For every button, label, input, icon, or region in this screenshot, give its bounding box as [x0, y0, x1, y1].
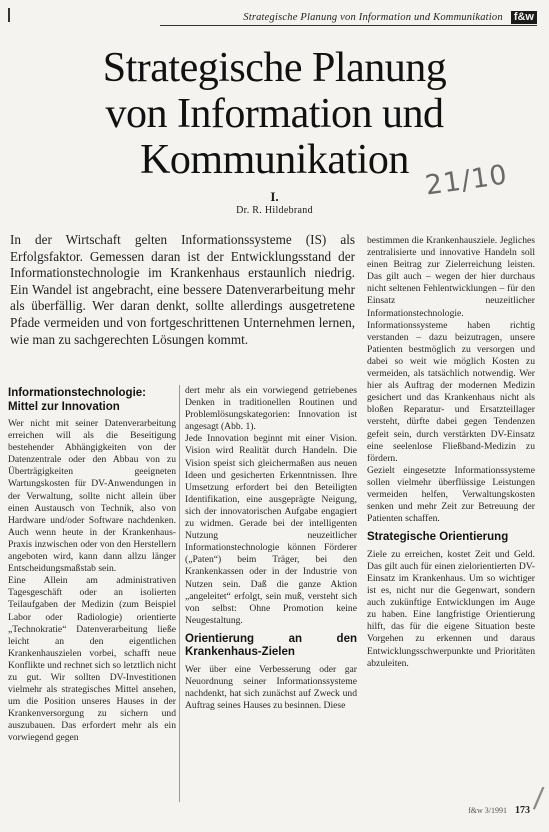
publisher-logo: f&w — [511, 11, 537, 24]
lead-paragraph: In der Wirtschaft gelten Informationssysteme (IS) als Erfolgsfaktor. Gemessen daran ist der Entwicklungsstand der Informationstechnologie im Krankenhaus erstaunlich niedrig. Ein Wandel ist angebracht, eine bessere Datenverarbeitung mehr als überfällig. Wer daran denkt, sollte allerdings ausgetretene Pfade vermeiden und von fortgeschrittenen Unternehmen lernen, wie man zu sachgerechten Lösungen kommt. — [10, 232, 355, 347]
body-paragraph: Informationssysteme haben richtig verstanden – dazu beizutragen, unsere Patienten bestmöglich zu versorgen und dabei so weit wie möglich Kosten zu vermeiden, als tatsächlich notwendig. Wer hier als Auftrag der modernen Medizin gesichert und das Krankenhaus nicht als bloßen Reparatur- und Ersatzteillager versteht, dürfte dabei gegen Tendenzen gefeit sein, durch verstärkten DV-Einsatz eine seelenlose Fließband-Medizin zu fördern. — [367, 319, 535, 464]
body-paragraph: bestimmen die Krankenhausziele. Jegliches zentralisierte und innovative Handeln soll einen Beitrag zur Zielerreichung leisten. Das gilt auch – wegen der hier durchaus nicht seltenen Fehlentwicklungen – für den Einsatz neuzeitlicher Informationstechnologie. — [367, 235, 535, 319]
body-paragraph: Gezielt eingesetzte Informationssysteme sollen vielmehr überflüssige Leistungen vermeiden helfen, Verwaltungskosten senken und mehr Zeit zur Betreuung der Patienten schaffen. — [367, 464, 535, 525]
body-paragraph: Eine Allein am administrativen Tagesgeschäft oder an isolierten Teilaufgaben der Medizin (zum Beispiel Labor oder Radiologie) orientierte „Technokratie“ Datenverarbeitung ließe leicht an den eigentlichen Krankenhauszielen vorbei, schafft neue Konflikte und rechnet sich so letztlich nicht zu gut. Wir sollten DV-Investitionen vielmehr als strategisches Mittel ansehen, um die Position unseres Hauses in der Krankenversorgung zu sichern und auszubauen. Das erfordert mehr als ein vorwiegend gegen — [8, 575, 176, 744]
part-number: I. — [270, 189, 279, 204]
body-paragraph: Wer nicht mit seiner Datenverarbeitung erreichen will als die Beseitigung bestehender Abhängigkeiten von der Datenzentrale oder den Abbau von zu Überträgigkeiten geeigneten Wartungskosten für DV-Anwendungen in der Verwaltung, sollte nicht allein über einen Austausch von Technik, also von Hardware und/oder Software nachdenken. Auch wenn heute in der Krankenhaus-Praxis inzwischen oder von den Herstellern angeboten wird, kann dann allzu länger Entscheidungsmaßstab sein. — [8, 418, 176, 575]
crop-mark — [8, 8, 18, 22]
page-number: 173 — [515, 805, 530, 816]
section-heading: Strategische Orientierung — [367, 531, 509, 544]
text-column-2 — [185, 385, 357, 712]
author-byline: Dr. R. Hildebrand — [236, 205, 313, 216]
title-line-1: Strategische Planung — [102, 45, 447, 91]
text-column-3 — [367, 235, 535, 670]
section-heading: Informationstechnologie: Mittel zur Innovation — [8, 387, 146, 413]
running-header — [160, 9, 537, 26]
text-column-1 — [8, 381, 176, 745]
pen-mark: / — [531, 780, 545, 815]
body-paragraph: Wer über eine Verbesserung oder gar Neuordnung seiner Informationssysteme nachdenkt, hat sich zunächst auf Zweck und Auftrag seines Hauses zu besinnen. Diese — [185, 663, 357, 712]
column-divider — [179, 385, 180, 802]
body-paragraph: Jede Innovation beginnt mit einer Vision. Vision wird Realität durch Handeln. Die Vision speist sich gleichermaßen aus neuen Ideen und gesicherten Erkenntnissen. Ihre Umsetzung erfordert bei den Beteiligten Identifikation, eine ausgeprägte Neigung, sich der innovatorischen Aufgabe engagiert zu widmen. Gerade bei der intelligenten Nutzung neuzeitlicher Informationstechnologie können Förderer („Paten“) beim Träger, bei den Krankenkassen oder in der Industrie von Nutzen sein. Daß die ganze Aktion „angeleitet“ erfolgt, sein muß, versteht sich von selbst: Ohne Promotion keine Neugestaltung. — [185, 433, 357, 626]
handwritten-note: 21/10 — [423, 159, 510, 202]
issue-reference: f&w 3/1991 — [468, 806, 507, 815]
body-paragraph: dert mehr als ein vorwiegend getriebenes Denken in traditionellen Routinen und Problemlösungskategorien: Innovation ist angesagt (Abb. 1). — [185, 385, 357, 433]
title-line-3: Kommunikation — [140, 137, 409, 183]
section-heading: Orientierung an den Krankenhaus-Zielen — [185, 632, 357, 659]
page-footer — [390, 805, 530, 816]
title-line-2: von Information und — [105, 91, 444, 137]
article-title — [40, 45, 509, 183]
body-paragraph: Ziele zu erreichen, kostet Zeit und Geld. Das gilt auch für einen zielorientierten DV-Einsatz im Krankenhaus. Um so wichtiger ist es, nicht nur die Gegenwart, sondern auch zukünftige Entwicklungen im Auge zu haben. Eine langfristige Orientierung hilft, das für die eigene Situation beste Vorgehen zu erkennen und daraus Entwicklungsschwerpunkte und Prioritäten abzuleiten. — [367, 548, 535, 669]
running-title: Strategische Planung von Information und Kommunikation — [243, 11, 503, 23]
